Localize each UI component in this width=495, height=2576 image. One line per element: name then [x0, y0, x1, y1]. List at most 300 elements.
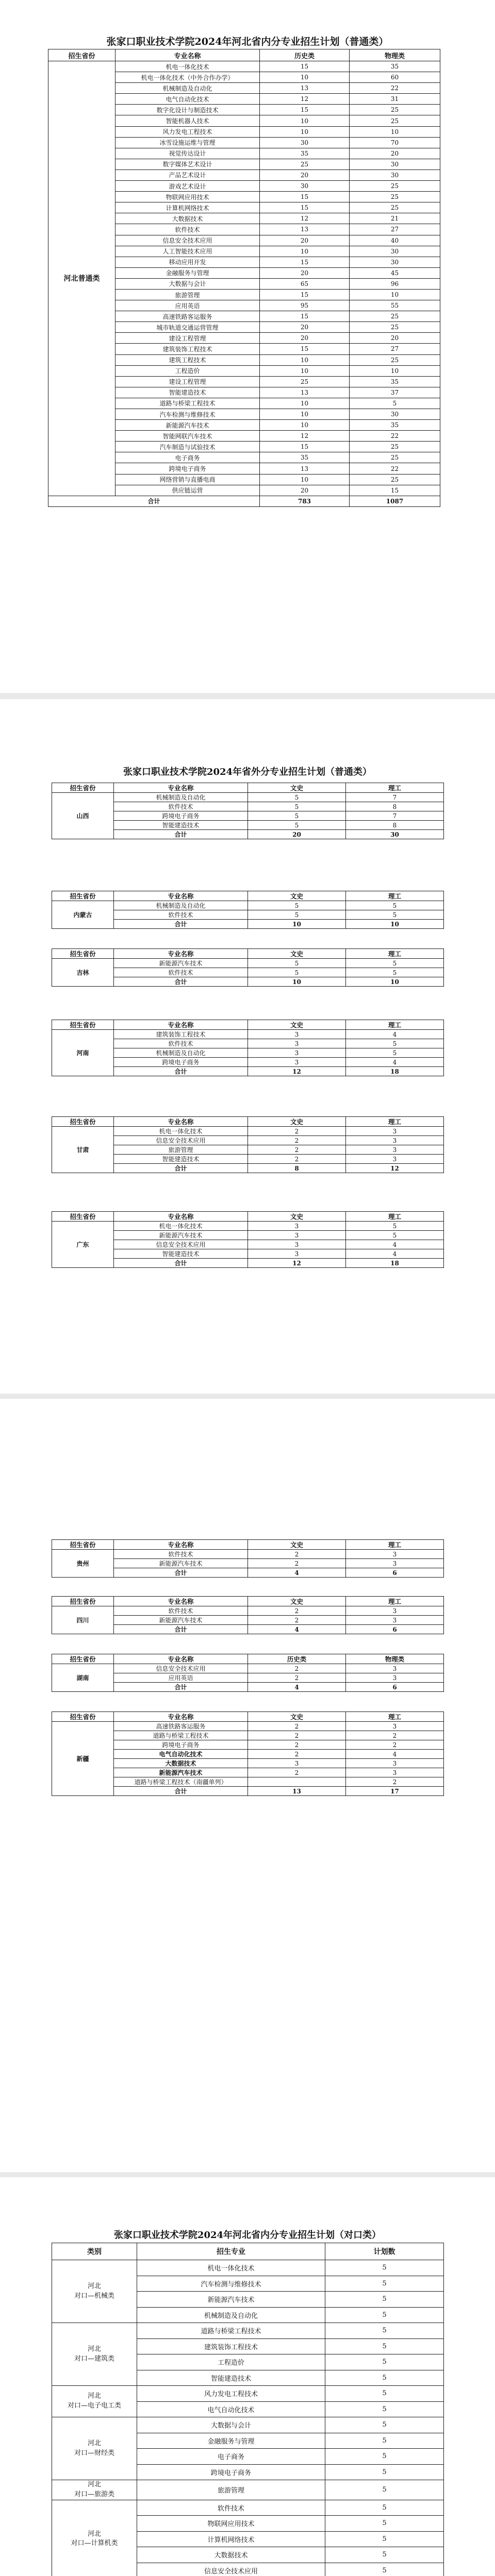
column-header: 物理类 — [350, 49, 440, 61]
count-a: 2 — [248, 1559, 346, 1568]
count-a: 5 — [248, 901, 346, 910]
table-row — [52, 959, 444, 968]
total-a: 10 — [248, 920, 346, 929]
column-header: 文史 — [248, 949, 346, 959]
table-row — [52, 2386, 444, 2402]
major-name: 高速铁路客运服务 — [116, 311, 260, 322]
history-count: 13 — [260, 224, 350, 235]
column-header: 理工 — [346, 1212, 444, 1222]
table-row — [52, 2480, 444, 2500]
province-cell: 内蒙古 — [52, 901, 114, 929]
column-header: 招生省份 — [52, 949, 114, 959]
major-name: 工程造价 — [116, 365, 260, 376]
major-name: 智能网联汽车技术 — [116, 431, 260, 442]
major-name: 机械制造及自动化 — [137, 2307, 325, 2323]
major-name: 新能源汽车技术 — [116, 420, 260, 431]
major-name: 跨境电子商务 — [114, 1058, 248, 1067]
category-cell: 河北 对口—计算机类 — [52, 2500, 137, 2576]
count-a: 3 — [248, 1231, 346, 1240]
physics-count: 20 — [350, 333, 440, 344]
major-name: 高速铁路客运服务 — [114, 1722, 248, 1731]
total-a: 4 — [248, 1683, 346, 1692]
column-header: 理工 — [346, 949, 444, 959]
major-name: 信息安全技术应用 — [137, 2563, 325, 2576]
count-a: 5 — [248, 802, 346, 811]
plan-count: 5 — [325, 2449, 444, 2465]
column-header: 招生省份 — [52, 1540, 114, 1550]
column-header: 专业名称 — [114, 1212, 248, 1222]
plan-count: 5 — [325, 2531, 444, 2547]
history-count: 15 — [260, 257, 350, 267]
total-a: 20 — [248, 830, 346, 839]
total-label: 合计 — [114, 1067, 248, 1076]
major-name: 跨境电子商务 — [114, 1740, 248, 1750]
category-cell: 河北 对口—电子电工类 — [52, 2386, 137, 2417]
count-a: 2 — [248, 1127, 346, 1136]
major-name: 应用英语 — [116, 300, 260, 311]
total-physics: 1087 — [350, 496, 440, 506]
table-row — [52, 1030, 444, 1039]
count-b: 5 — [346, 1231, 444, 1240]
physics-count: 30 — [350, 159, 440, 170]
major-name: 建筑装饰工程技术 — [137, 2338, 325, 2354]
total-label: 合计 — [114, 977, 248, 987]
province-table-1 — [52, 891, 444, 929]
table-row — [52, 1222, 444, 1231]
major-name: 跨境电子商务 — [116, 463, 260, 474]
column-header: 文史 — [248, 1212, 346, 1222]
physics-count: 10 — [350, 365, 440, 376]
column-header: 专业名称 — [114, 1020, 248, 1030]
history-count: 15 — [260, 311, 350, 322]
physics-count: 25 — [350, 322, 440, 333]
physics-count: 70 — [350, 137, 440, 148]
physics-count: 22 — [350, 463, 440, 474]
major-name: 物联网应用技术 — [116, 192, 260, 202]
column-header: 理工 — [346, 1020, 444, 1030]
province-table-3 — [52, 1020, 444, 1076]
history-count: 10 — [260, 420, 350, 431]
table-header-row — [52, 1117, 444, 1127]
major-name: 软件技术 — [114, 1550, 248, 1559]
table-header-row — [52, 1654, 444, 1664]
physics-count: 27 — [350, 224, 440, 235]
physics-count: 25 — [350, 354, 440, 365]
hebei-general-table — [48, 49, 440, 507]
major-name: 计算机网络技术 — [116, 202, 260, 213]
history-count: 15 — [260, 61, 350, 72]
count-a: 3 — [248, 1058, 346, 1067]
physics-count: 31 — [350, 94, 440, 105]
major-name: 智能建造技术 — [116, 387, 260, 398]
major-name: 道路与桥梁工程技术 — [114, 1731, 248, 1740]
count-a: 2 — [248, 1136, 346, 1145]
history-count: 10 — [260, 354, 350, 365]
plan-count: 5 — [325, 2276, 444, 2292]
physics-count: 35 — [350, 376, 440, 387]
plan-count: 5 — [325, 2480, 444, 2500]
category-cell: 河北 对口—财经类 — [52, 2417, 137, 2480]
major-name: 旅游管理 — [116, 289, 260, 300]
major-name: 建筑装饰工程技术 — [114, 1030, 248, 1039]
count-b: 3 — [346, 1127, 444, 1136]
major-name: 物联网应用技术 — [137, 2516, 325, 2532]
count-b: 3 — [346, 1155, 444, 1164]
physics-count: 60 — [350, 72, 440, 83]
column-header: 理工 — [346, 1712, 444, 1722]
major-name: 信息安全技术应用 — [114, 1664, 248, 1673]
major-name: 信息安全技术应用 — [114, 1240, 248, 1249]
plan-count: 5 — [325, 2338, 444, 2354]
table-header-row — [52, 2243, 444, 2260]
physics-count: 96 — [350, 278, 440, 289]
history-count: 10 — [260, 72, 350, 83]
major-name: 道路与桥梁工程技术（南疆单列） — [114, 1777, 248, 1787]
count-b: 8 — [346, 821, 444, 830]
history-count: 15 — [260, 289, 350, 300]
history-count: 95 — [260, 300, 350, 311]
history-count: 10 — [260, 365, 350, 376]
history-count: 30 — [260, 137, 350, 148]
column-header: 文史 — [248, 1117, 346, 1127]
province-table-2 — [52, 1654, 444, 1692]
province-table-0 — [52, 783, 444, 839]
page-separator-2 — [0, 1394, 495, 1399]
physics-count: 30 — [350, 409, 440, 420]
total-b: 6 — [346, 1625, 444, 1634]
total-label: 合计 — [48, 496, 260, 506]
major-name: 机电一体化技术 — [116, 61, 260, 72]
total-label: 合计 — [114, 1787, 248, 1796]
history-count: 15 — [260, 442, 350, 452]
major-name: 视觉传达设计 — [116, 148, 260, 159]
major-name: 信息安全技术应用 — [116, 235, 260, 246]
count-b: 5 — [346, 1048, 444, 1058]
major-name: 机电一体化技术（中外合作办学） — [116, 72, 260, 83]
major-name: 智能建造技术 — [114, 1249, 248, 1259]
history-count: 20 — [260, 485, 350, 496]
major-name: 电气自动化技术 — [137, 2401, 325, 2417]
count-a: 2 — [248, 1550, 346, 1559]
column-header: 招生省份 — [52, 783, 114, 793]
count-b: 2 — [346, 1777, 444, 1787]
history-count: 65 — [260, 278, 350, 289]
major-name: 建筑装饰工程技术 — [116, 344, 260, 354]
column-header: 专业名称 — [114, 949, 248, 959]
physics-count: 22 — [350, 431, 440, 442]
total-b: 18 — [346, 1259, 444, 1268]
major-name: 机电一体化技术 — [114, 1127, 248, 1136]
major-name: 建设工程管理 — [116, 376, 260, 387]
major-name: 机械制造及自动化 — [116, 83, 260, 94]
major-name: 智能建造技术 — [137, 2370, 325, 2386]
physics-count: 10 — [350, 126, 440, 137]
table-row — [48, 61, 440, 72]
total-label: 合计 — [114, 830, 248, 839]
category-cell: 河北 对口—建筑类 — [52, 2323, 137, 2386]
history-count: 10 — [260, 126, 350, 137]
history-count: 12 — [260, 213, 350, 224]
column-header: 历史类 — [248, 1654, 346, 1664]
count-a: 3 — [248, 1240, 346, 1249]
count-a: 2 — [248, 1673, 346, 1683]
province-cell: 甘肃 — [52, 1127, 114, 1173]
column-header: 物理类 — [346, 1654, 444, 1664]
count-a: 2 — [248, 1664, 346, 1673]
history-count: 13 — [260, 463, 350, 474]
major-name: 软件技术 — [114, 968, 248, 977]
physics-count: 35 — [350, 61, 440, 72]
count-b: 4 — [346, 1750, 444, 1759]
table-header-row — [52, 1597, 444, 1606]
plan-count: 5 — [325, 2260, 444, 2276]
column-header: 招生省份 — [52, 1654, 114, 1664]
physics-count: 15 — [350, 485, 440, 496]
column-header: 招生专业 — [137, 2243, 325, 2260]
major-name: 电气自动化技术 — [116, 94, 260, 105]
table-row — [52, 1664, 444, 1673]
table-header-row — [52, 1540, 444, 1550]
column-header: 理工 — [346, 1597, 444, 1606]
column-header: 类别 — [52, 2243, 137, 2260]
total-b: 10 — [346, 920, 444, 929]
count-a: 5 — [248, 910, 346, 920]
count-b: 4 — [346, 1249, 444, 1259]
count-a: 2 — [248, 1722, 346, 1731]
province-table-1 — [52, 1596, 444, 1634]
column-header: 招生省份 — [52, 1212, 114, 1222]
count-b: 2 — [346, 1731, 444, 1740]
physics-count: 25 — [350, 181, 440, 192]
major-name: 人工智能技术应用 — [116, 246, 260, 257]
page-separator-1 — [0, 693, 495, 699]
major-name: 旅游管理 — [114, 1145, 248, 1155]
count-b: 3 — [346, 1559, 444, 1568]
major-name: 大数据技术 — [114, 1759, 248, 1768]
column-header: 专业名称 — [114, 1117, 248, 1127]
physics-count: 35 — [350, 420, 440, 431]
count-b: 5 — [346, 959, 444, 968]
count-a: 2 — [248, 1740, 346, 1750]
physics-count: 25 — [350, 311, 440, 322]
total-b: 30 — [346, 830, 444, 839]
count-a: 2 — [248, 1768, 346, 1777]
major-name: 数字媒体艺术设计 — [116, 159, 260, 170]
major-name: 智能建造技术 — [114, 1155, 248, 1164]
province-cell: 河南 — [52, 1030, 114, 1076]
major-name: 跨境电子商务 — [137, 2464, 325, 2480]
physics-count: 30 — [350, 257, 440, 267]
table-row — [52, 2500, 444, 2516]
column-header: 招生省份 — [52, 891, 114, 901]
history-count: 15 — [260, 105, 350, 115]
physics-count: 25 — [350, 115, 440, 126]
major-name: 游戏艺术设计 — [116, 181, 260, 192]
count-a: 3 — [248, 1222, 346, 1231]
total-b: 18 — [346, 1067, 444, 1076]
column-header: 文史 — [248, 783, 346, 793]
column-header: 文史 — [248, 1020, 346, 1030]
column-header: 专业名称 — [114, 1540, 248, 1550]
history-count: 35 — [260, 148, 350, 159]
physics-count: 45 — [350, 267, 440, 278]
history-count: 10 — [260, 115, 350, 126]
major-name: 汽车检测与维修技术 — [137, 2276, 325, 2292]
plan-count: 5 — [325, 2500, 444, 2516]
count-b: 3 — [346, 1136, 444, 1145]
plan-count: 5 — [325, 2370, 444, 2386]
history-count: 10 — [260, 398, 350, 409]
page2-title: 张家口职业技术学院2024年省外分专业招生计划（普通类） — [123, 767, 372, 777]
major-name: 建设工程管理 — [116, 333, 260, 344]
physics-count: 25 — [350, 452, 440, 463]
column-header: 理工 — [346, 783, 444, 793]
major-name: 工程造价 — [137, 2354, 325, 2370]
count-a: 2 — [248, 1616, 346, 1625]
count-b: 8 — [346, 802, 444, 811]
major-name: 网络营销与直播电商 — [116, 474, 260, 485]
history-count: 20 — [260, 170, 350, 180]
table-header-row — [52, 1020, 444, 1030]
count-a: 5 — [248, 811, 346, 821]
province-table-3 — [52, 1711, 444, 1796]
major-name: 软件技术 — [114, 802, 248, 811]
physics-count: 27 — [350, 344, 440, 354]
count-a: 2 — [248, 1731, 346, 1740]
table-row — [52, 1606, 444, 1616]
major-name: 道路与桥梁工程技术 — [137, 2323, 325, 2339]
history-count: 20 — [260, 235, 350, 246]
column-header: 招生省份 — [52, 1117, 114, 1127]
table-row — [52, 1722, 444, 1731]
count-b: 7 — [346, 811, 444, 821]
province-cell: 湖南 — [52, 1664, 114, 1692]
major-name: 软件技术 — [114, 1606, 248, 1616]
major-name: 风力发电工程技术 — [116, 126, 260, 137]
column-header: 文史 — [248, 1540, 346, 1550]
history-count: 35 — [260, 452, 350, 463]
plan-count: 5 — [325, 2307, 444, 2323]
column-header: 理工 — [346, 1540, 444, 1550]
major-name: 供应链运营 — [116, 485, 260, 496]
major-name: 金融服务与管理 — [116, 267, 260, 278]
table-row — [52, 793, 444, 802]
major-name: 移动应用开发 — [116, 257, 260, 267]
major-name: 大数据与会计 — [137, 2417, 325, 2433]
column-header: 招生省份 — [52, 1597, 114, 1606]
plan-count: 5 — [325, 2547, 444, 2563]
physics-count: 25 — [350, 192, 440, 202]
major-name: 机械制造及自动化 — [114, 901, 248, 910]
history-count: 13 — [260, 387, 350, 398]
history-count: 20 — [260, 322, 350, 333]
count-a: 3 — [248, 1048, 346, 1058]
total-b: 10 — [346, 977, 444, 987]
history-count: 13 — [260, 83, 350, 94]
major-name: 跨境电子商务 — [114, 811, 248, 821]
total-a: 12 — [248, 1067, 346, 1076]
plan-count: 5 — [325, 2354, 444, 2370]
major-name: 数字化设计与制造技术 — [116, 105, 260, 115]
count-a: 5 — [248, 959, 346, 968]
major-name: 电子商务 — [116, 452, 260, 463]
physics-count: 25 — [350, 105, 440, 115]
count-b: 3 — [346, 1759, 444, 1768]
table-header-row — [48, 49, 440, 61]
province-table-0 — [52, 1539, 444, 1578]
table-row — [52, 1127, 444, 1136]
major-name: 金融服务与管理 — [137, 2433, 325, 2449]
major-name: 信息安全技术应用 — [114, 1136, 248, 1145]
count-a: 2 — [248, 1145, 346, 1155]
physics-count: 37 — [350, 387, 440, 398]
column-header: 专业名称 — [114, 783, 248, 793]
plan-count: 5 — [325, 2433, 444, 2449]
history-count: 12 — [260, 431, 350, 442]
major-name: 新能源汽车技术 — [114, 1231, 248, 1240]
count-b: 7 — [346, 793, 444, 802]
count-b: 3 — [346, 1768, 444, 1777]
major-name: 大数据与会计 — [116, 278, 260, 289]
table-header-row — [52, 783, 444, 793]
column-header: 文史 — [248, 1597, 346, 1606]
count-a: 2 — [248, 1606, 346, 1616]
count-a: 5 — [248, 793, 346, 802]
plan-count: 5 — [325, 2563, 444, 2576]
major-name: 智能机器人技术 — [116, 115, 260, 126]
category-cell: 河北 对口—机械类 — [52, 2260, 137, 2323]
column-header: 理工 — [346, 1117, 444, 1127]
major-name: 软件技术 — [114, 910, 248, 920]
count-b: 5 — [346, 1039, 444, 1048]
table-header-row — [52, 949, 444, 959]
major-name: 机电一体化技术 — [137, 2260, 325, 2276]
count-b: 3 — [346, 1616, 444, 1625]
total-label: 合计 — [114, 1625, 248, 1634]
plan-count: 5 — [325, 2464, 444, 2480]
page-separator-3 — [0, 2172, 495, 2177]
province-cell: 新疆 — [52, 1722, 114, 1796]
history-count: 10 — [260, 409, 350, 420]
count-a: 3 — [248, 1249, 346, 1259]
count-a: 3 — [248, 1759, 346, 1768]
major-name: 大数据技术 — [137, 2547, 325, 2563]
major-name: 汽车制造与试验技术 — [116, 442, 260, 452]
province-cell: 四川 — [52, 1606, 114, 1634]
column-header: 理工 — [346, 891, 444, 901]
page4-title: 张家口职业技术学院2024年河北省内分专业招生计划（对口类） — [113, 2230, 382, 2241]
plan-count: 5 — [325, 2386, 444, 2402]
total-a: 4 — [248, 1568, 346, 1578]
province-cell: 贵州 — [52, 1550, 114, 1578]
count-b: 3 — [346, 1606, 444, 1616]
major-name: 新能源汽车技术 — [114, 1768, 248, 1777]
total-label: 合计 — [114, 1683, 248, 1692]
total-b: 12 — [346, 1164, 444, 1173]
physics-count: 20 — [350, 148, 440, 159]
column-header: 专业名称 — [114, 1654, 248, 1664]
province-table-4 — [52, 1116, 444, 1173]
province-cell: 广东 — [52, 1222, 114, 1268]
major-name: 软件技术 — [114, 1039, 248, 1048]
major-name: 计算机网络技术 — [137, 2531, 325, 2547]
column-header: 招生省份 — [52, 1020, 114, 1030]
hebei-vocational-table — [52, 2243, 444, 2576]
physics-count: 25 — [350, 202, 440, 213]
total-label: 合计 — [114, 1568, 248, 1578]
plan-count: 5 — [325, 2323, 444, 2339]
count-a: 5 — [248, 821, 346, 830]
